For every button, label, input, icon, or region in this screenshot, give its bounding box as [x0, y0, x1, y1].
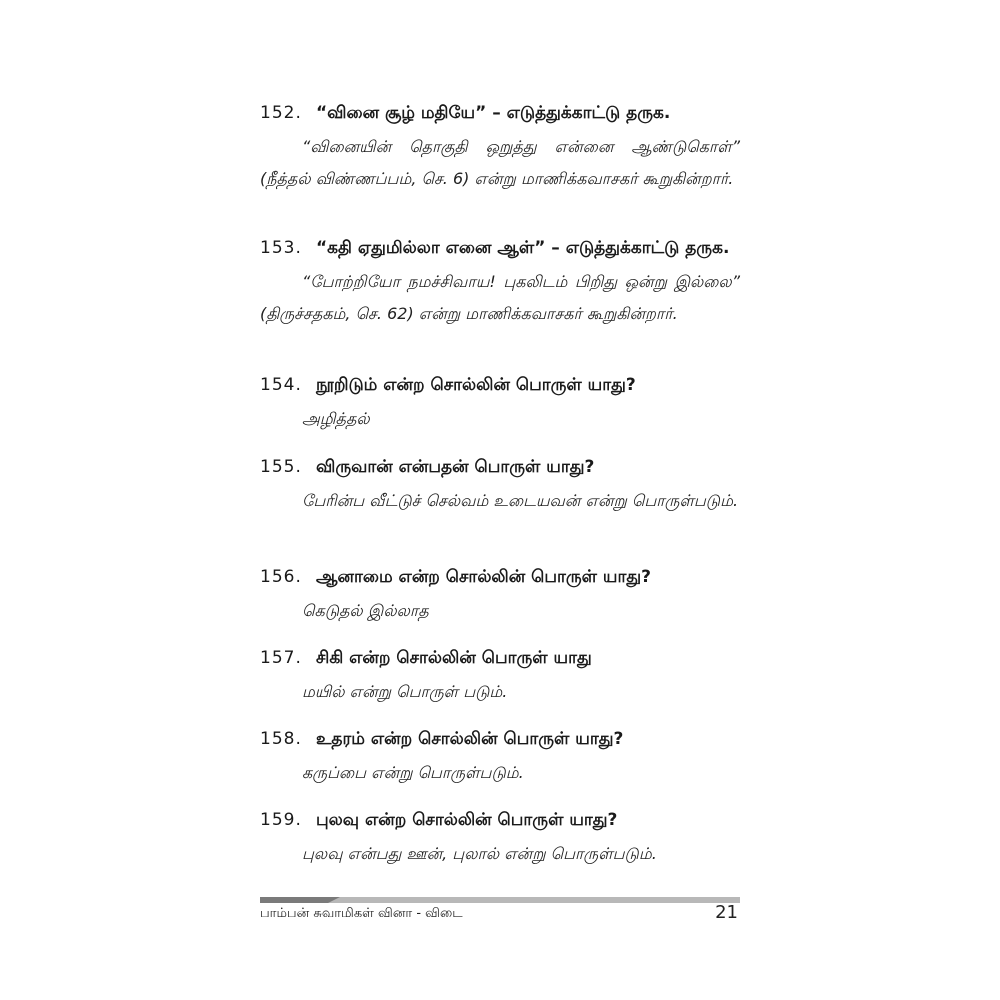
answer-text: கெடுதல் இல்லாத [302, 601, 429, 620]
question-number: 154. [260, 375, 302, 395]
footer-book-title: பாம்பன் சுவாமிகள் வினா - விடை [260, 906, 463, 921]
question-heading [260, 646, 740, 670]
question-number: 153. [260, 238, 302, 258]
answer-text: அழித்தல் [302, 409, 370, 428]
question-heading [260, 808, 740, 832]
question-heading [260, 101, 740, 125]
question-text: சிகி என்ற சொல்லின் பொருள் யாது [316, 648, 592, 668]
page-number: 21 [715, 902, 738, 923]
question-number: 156. [260, 567, 302, 587]
qa-item-157 [260, 646, 740, 708]
question-heading [260, 565, 740, 589]
question-text: உதரம் என்ற சொல்லின் பொருள் யாது? [316, 729, 624, 749]
qa-item-159 [260, 808, 740, 870]
qa-item-154 [260, 373, 740, 435]
question-text: “வினை சூழ் மதியே” – எடுத்துக்காட்டு தருக. [316, 103, 671, 123]
answer-text: “வினையின் தொகுதி ஒறுத்து என்னை ஆண்டுகொள்” (நீத்தல் விண்ணப்பம், செ. 6) என்று மாணிக்கவாசகர் கூறுகின்றார். [260, 137, 740, 188]
qa-item-153 [260, 236, 740, 330]
qa-item-158 [260, 727, 740, 789]
answer-text: கருப்பை என்று பொருள்படும். [302, 763, 524, 782]
question-number: 155. [260, 457, 302, 477]
question-heading [260, 455, 740, 479]
qa-item-152 [260, 101, 740, 195]
qa-item-156 [260, 565, 740, 627]
question-heading [260, 727, 740, 751]
question-text: நூறிடும் என்ற சொல்லின் பொருள் யாது? [316, 375, 636, 395]
qa-item-155 [260, 455, 740, 517]
footer-rule-accent [260, 897, 340, 903]
question-number: 158. [260, 729, 302, 749]
question-heading [260, 236, 740, 260]
question-text: ஆனாமை என்ற சொல்லின் பொருள் யாது? [316, 567, 651, 587]
answer-text: மயில் என்று பொருள் படும். [302, 682, 508, 701]
answer-text: “போற்றியோ நமச்சிவாய! புகலிடம் பிறிது ஒன்று இல்லை” (திருச்சதகம், செ. 62) என்று மாணிக்கவாசகர் கூறுகின்றார். [260, 272, 740, 323]
question-number: 152. [260, 103, 302, 123]
question-number: 159. [260, 810, 302, 830]
question-heading [260, 373, 740, 397]
question-number: 157. [260, 648, 302, 668]
answer-text: புலவு என்பது ஊன், புலால் என்று பொருள்படும். [302, 844, 657, 863]
question-text: “கதி ஏதுமில்லா எனை ஆள்” – எடுத்துக்காட்டு தருக. [316, 238, 730, 258]
answer-text: பேரின்ப வீட்டுச் செல்வம் உடையவன் என்று பொருள்படும். [302, 491, 739, 510]
question-text: புலவு என்ற சொல்லின் பொருள் யாது? [316, 810, 618, 830]
question-text: விருவான் என்பதன் பொருள் யாது? [316, 457, 595, 477]
